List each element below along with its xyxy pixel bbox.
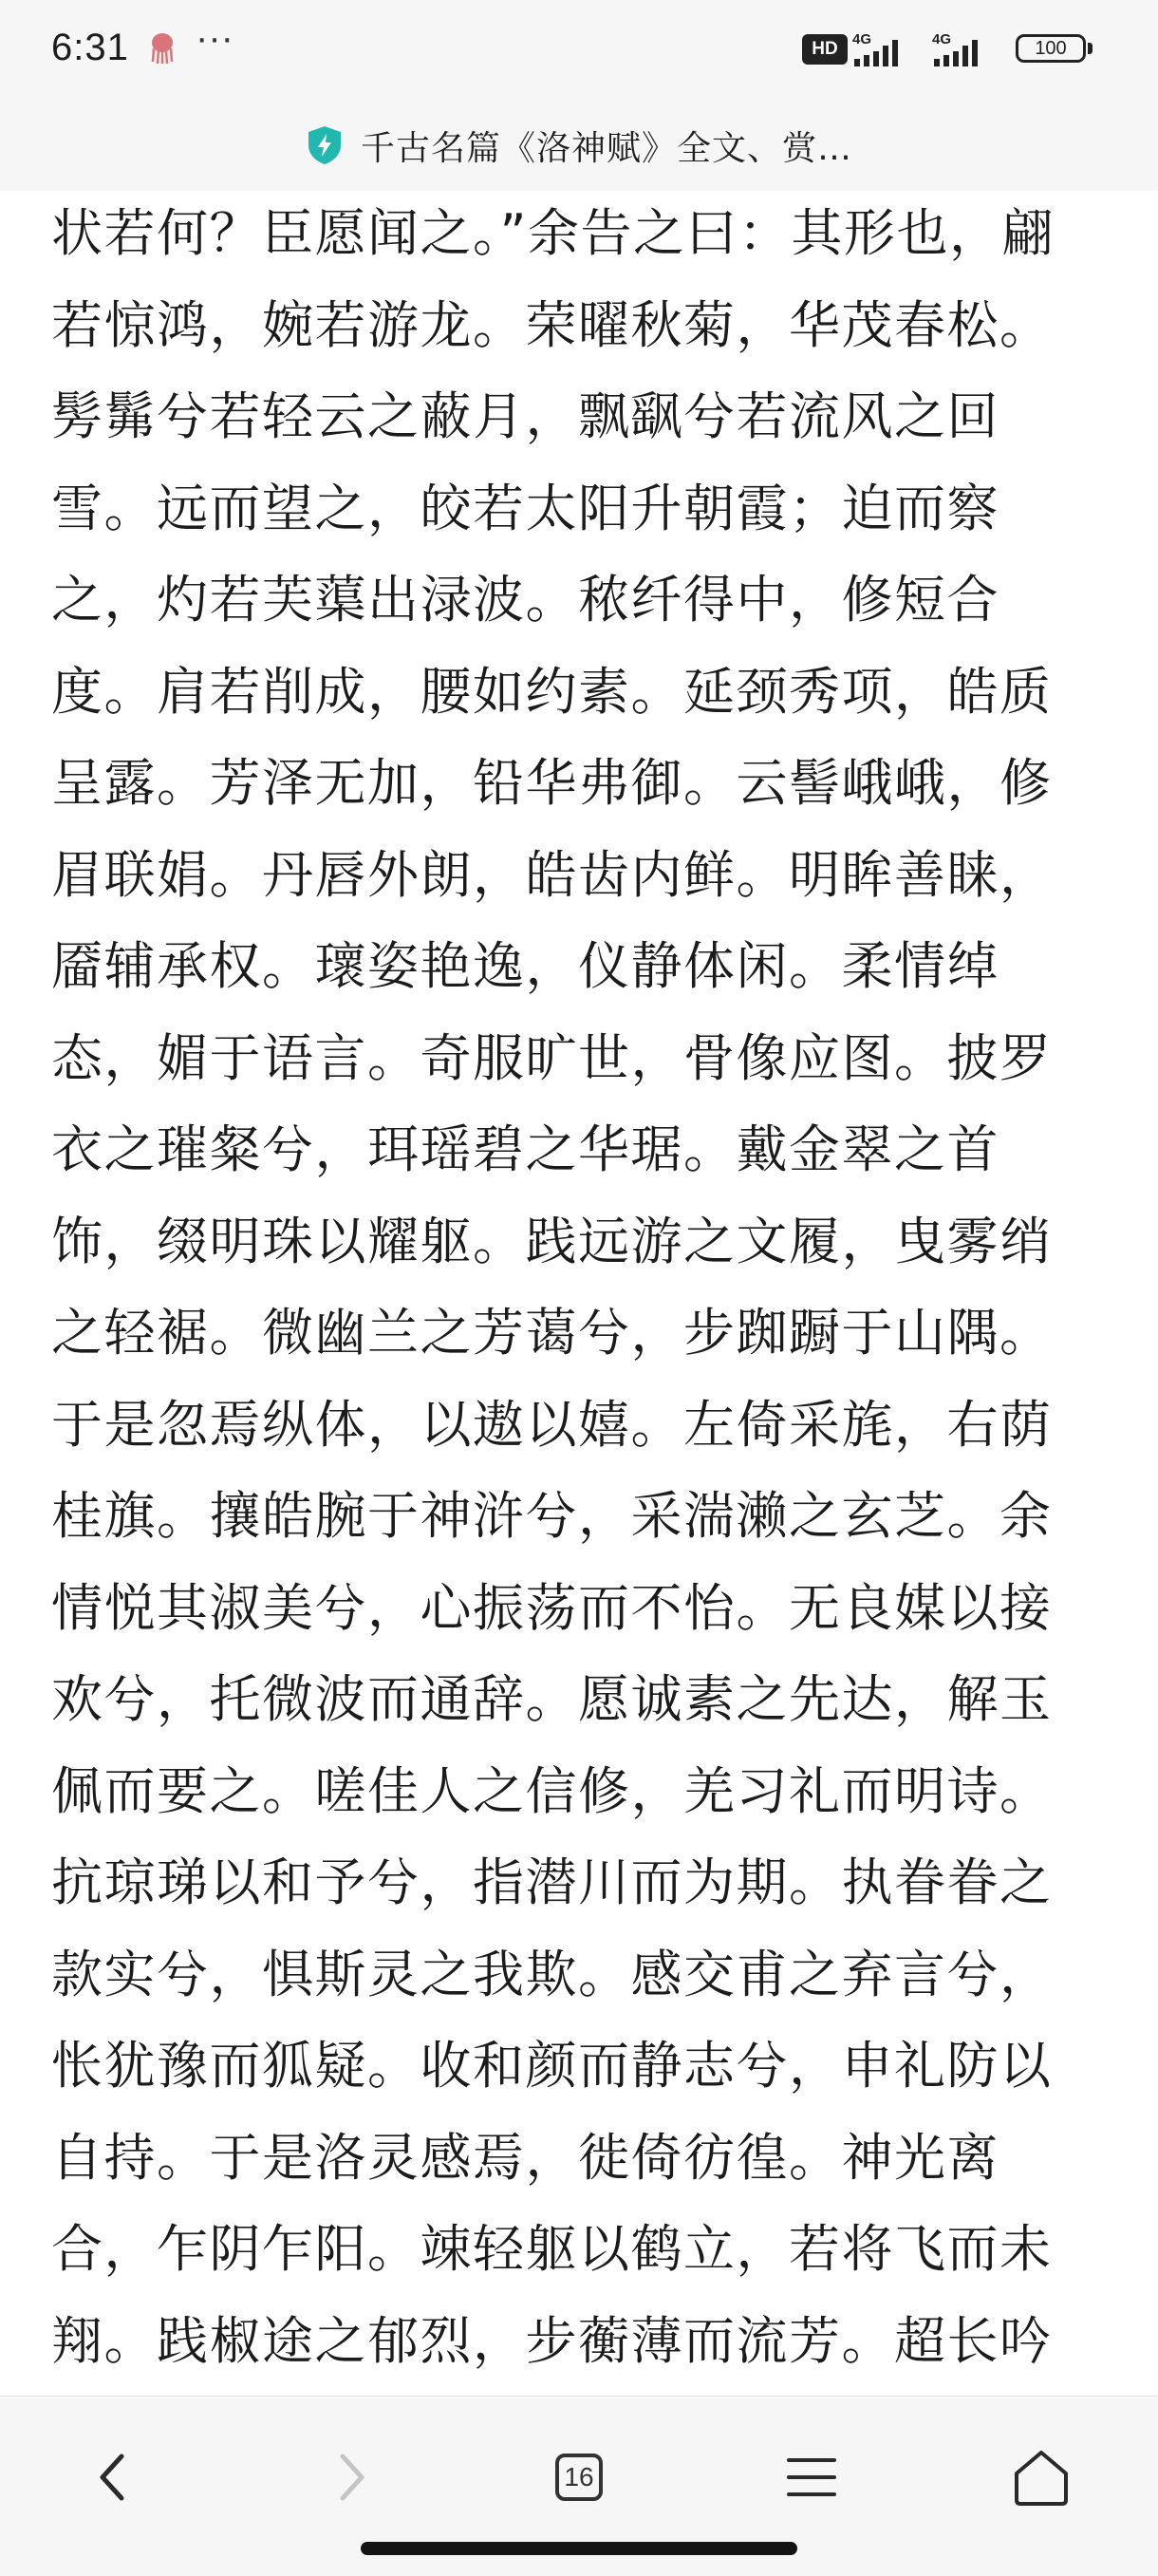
article-line: 之轻裾。微幽兰之芳蔼兮，步踟蹰于山隅。 (51, 1303, 1053, 1363)
page-title-bar[interactable] (0, 100, 1158, 191)
page-title: 千古名篇《洛神赋》全文、赏… (360, 128, 852, 168)
status-time: 6:31 (51, 27, 129, 68)
article-line: 抗琼珶以和予兮，指潜川而为期。执眷眷之 (51, 1852, 1053, 1912)
article-line: 度。肩若削成，腰如约素。延颈秀项，皓质 (51, 661, 1053, 722)
article-line: 若惊鸿，婉若游龙。荣曜秋菊，华茂春松。 (51, 294, 1053, 355)
article-line: 款实兮，惧斯灵之我欺。感交甫之弃言兮， (51, 1944, 1053, 2004)
article-content (51, 191, 1124, 2396)
article-line: 桂旗。攘皓腕于神浒兮，采湍濑之玄芝。余 (51, 1486, 1053, 1546)
home-icon (1011, 2447, 1072, 2508)
article-line: 自持。于是洛灵感焉，徙倚彷徨。神光离 (51, 2127, 999, 2188)
article-line: 雪。远而望之，皎若太阳升朝霞；迫而察 (51, 478, 999, 538)
article-line: 眉联娟。丹唇外朗，皓齿内鲜。明眸善睐， (51, 844, 1053, 905)
article-line: 佩而要之。嗟佳人之信修，羌习礼而明诗。 (51, 1760, 1053, 1821)
article-line: 翔。践椒途之郁烈，步蘅薄而流芳。超长吟 (51, 2310, 1053, 2371)
article-line: 呈露。芳泽无加，铅华弗御。云髻峨峨，修 (51, 753, 1053, 813)
article-line: 怅犹豫而狐疑。收和颜而静志兮，申礼防以 (51, 2036, 1053, 2096)
gesture-bar[interactable] (361, 2542, 797, 2555)
article-line: 情悦其淑美兮，心振荡而不怡。无良媒以接 (51, 1577, 1053, 1638)
forward-button[interactable] (308, 2435, 393, 2520)
article-line: 态，媚于语言。奇服旷世，骨像应图。披罗 (51, 1027, 1053, 1088)
status-more-icon: ··· (196, 17, 233, 59)
article-line: 衣之璀粲兮，珥瑶碧之华琚。戴金翠之首 (51, 1119, 999, 1179)
back-button[interactable] (71, 2435, 157, 2520)
battery-tip (1088, 43, 1093, 54)
article-line: 髣髴兮若轻云之蔽月，飘飖兮若流风之回 (51, 386, 999, 446)
network-type-label-2: 4G (932, 31, 952, 47)
battery-icon: 100 (1016, 34, 1086, 63)
article-line: 靥辅承权。瓌姿艳逸，仪静体闲。柔情绰 (51, 936, 999, 996)
shield-bolt-icon (306, 124, 344, 166)
signal-strength-icon-2 (932, 30, 1000, 68)
article-line: 合，乍阴乍阳。竦轻躯以鹤立，若将飞而未 (51, 2219, 1053, 2279)
browser-bottom-nav (0, 2396, 1158, 2576)
menu-button[interactable] (769, 2435, 854, 2520)
home-button[interactable] (999, 2435, 1084, 2520)
article-line: 欢兮，托微波而通辞。愿诚素之先达，解玉 (51, 1669, 1053, 1729)
menu-icon (783, 2449, 840, 2506)
article-line: 于是忽焉纵体，以遨以嬉。左倚采旄，右荫 (51, 1394, 1053, 1455)
tabs-count: 16 (555, 2454, 603, 2501)
back-arrow-icon (85, 2449, 142, 2506)
network-type-label: 4G (852, 31, 872, 47)
article-line: 状若何？臣愿闻之。”余告之曰：其形也，翩 (51, 203, 1055, 263)
app-notification-icon (147, 31, 177, 66)
tabs-button[interactable] (536, 2435, 622, 2520)
status-bar (0, 0, 1158, 100)
signal-strength-icon (852, 30, 921, 68)
hd-voice-badge: HD (802, 34, 848, 65)
article-line: 之，灼若芙蕖出渌波。秾纤得中，修短合 (51, 570, 999, 630)
forward-arrow-icon (322, 2449, 379, 2506)
article-line: 饰，缀明珠以耀躯。践远游之文履，曳雾绡 (51, 1211, 1053, 1271)
